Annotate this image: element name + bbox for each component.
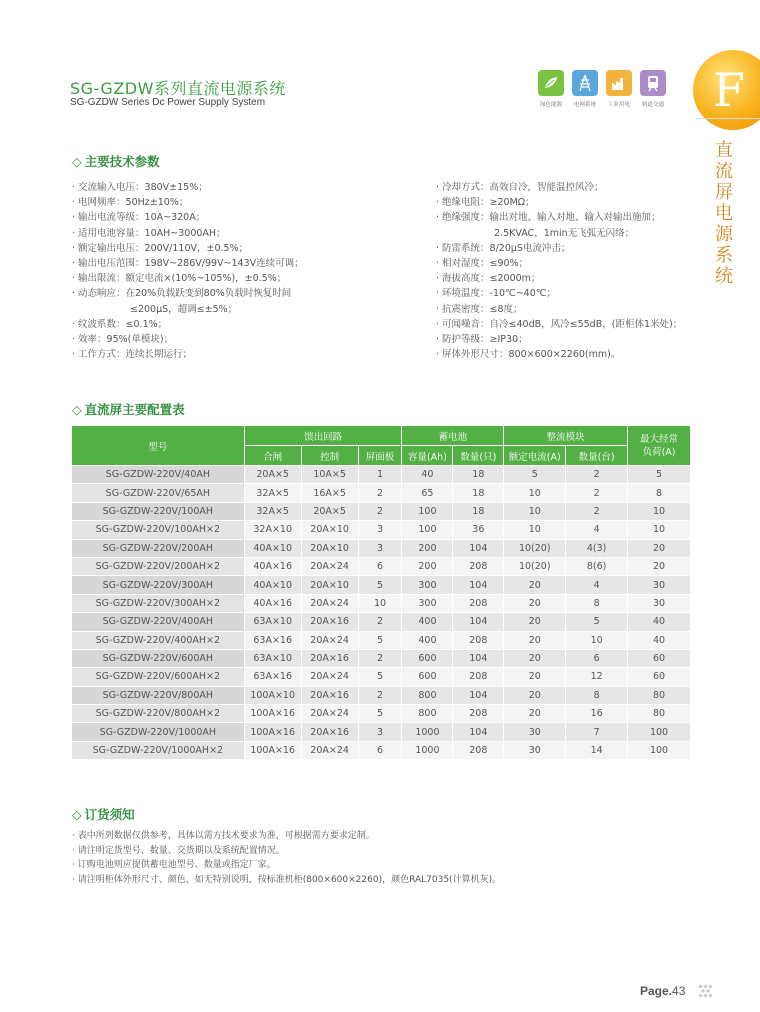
param-item: · 绝缘电阻：≥20MΩ； [436, 197, 535, 209]
cell-panel: 2 [358, 649, 402, 667]
side-char: 直 [715, 140, 733, 161]
cell-panel: 5 [358, 668, 402, 686]
cell-battery-qty: 208 [453, 631, 504, 649]
page-label: Page. [640, 984, 673, 998]
cell-control: 20A×10 [301, 521, 358, 539]
cell-rated-current: 20 [504, 613, 566, 631]
industrial-item [604, 70, 634, 108]
section-badge: F [693, 50, 760, 130]
tech-params-left [72, 180, 304, 362]
cell-capacity: 400 [402, 613, 453, 631]
cell-rated-current: 5 [504, 466, 566, 484]
table-row [72, 576, 691, 594]
header-rated-current: 额定电流(A) [504, 446, 566, 466]
page-number [640, 984, 685, 998]
header-max-load [628, 426, 691, 466]
cell-closing: 40A×10 [244, 539, 301, 557]
header-battery-qty: 数量(只) [453, 446, 504, 466]
param-item: · 可闻噪音：自冷≤40dB，风冷≤55dB，(距柜体1米处)； [436, 318, 683, 330]
cell-max-load: 30 [628, 576, 691, 594]
order-notes-heading [72, 805, 135, 823]
cell-rated-current: 10(20) [504, 539, 566, 557]
cell-control: 20A×24 [301, 557, 358, 575]
cell-module-qty: 12 [566, 668, 628, 686]
cell-battery-qty: 104 [453, 539, 504, 557]
cell-closing: 100A×16 [244, 723, 301, 741]
cell-control: 20A×24 [301, 741, 358, 759]
decorative-dots-icon [697, 983, 717, 999]
header-control: 控制 [301, 446, 358, 466]
cell-capacity: 600 [402, 649, 453, 667]
table-row [72, 723, 691, 741]
cell-capacity: 300 [402, 594, 453, 612]
cell-max-load: 80 [628, 705, 691, 723]
cell-capacity: 100 [402, 502, 453, 520]
config-table [71, 425, 691, 760]
cell-closing: 63A×16 [244, 668, 301, 686]
cell-module-qty: 4 [566, 576, 628, 594]
table-row [72, 484, 691, 502]
cell-capacity: 1000 [402, 723, 453, 741]
tech-params-heading [72, 152, 160, 170]
cell-model: SG-GZDW-220V/100AH [72, 502, 245, 520]
cell-module-qty: 4(3) [566, 539, 628, 557]
table-row [72, 705, 691, 723]
cell-capacity: 100 [402, 521, 453, 539]
table-row [72, 649, 691, 667]
cell-control: 20A×24 [301, 705, 358, 723]
rail-transit-item [638, 70, 668, 108]
cell-rated-current: 10(20) [504, 557, 566, 575]
order-notes-list [72, 829, 501, 887]
cell-closing: 100A×10 [244, 686, 301, 704]
cell-control: 20A×24 [301, 631, 358, 649]
cell-rated-current: 20 [504, 705, 566, 723]
cell-control: 20A×24 [301, 594, 358, 612]
industrial-label: 工业用电 [607, 102, 630, 108]
side-char: 流 [715, 161, 733, 182]
cell-panel: 6 [358, 557, 402, 575]
cell-max-load: 30 [628, 594, 691, 612]
param-item: · 适用电池容量：10AH~3000AH； [72, 227, 226, 239]
cell-battery-qty: 104 [453, 649, 504, 667]
header-panel: 屏面板 [358, 446, 402, 466]
table-row [72, 613, 691, 631]
cell-rated-current: 30 [504, 741, 566, 759]
cell-control: 20A×5 [301, 502, 358, 520]
cell-capacity: 800 [402, 705, 453, 723]
cell-module-qty: 16 [566, 705, 628, 723]
config-table-heading [72, 400, 185, 418]
industrial-icon [606, 70, 632, 96]
order-note-item: · 订购电池则应提供蓄电池型号、数量或指定厂家。 [72, 860, 276, 870]
table-row [72, 631, 691, 649]
side-section-title [711, 140, 737, 287]
header-rectifier: 整流模块 [504, 426, 628, 446]
diamond-icon: ◇ [72, 154, 82, 169]
cell-closing: 40A×10 [244, 576, 301, 594]
param-item: 2.5KVAC，1min无飞弧无闪络； [494, 227, 635, 239]
cell-battery-qty: 104 [453, 613, 504, 631]
cell-closing: 20A×5 [244, 466, 301, 484]
cell-control: 20A×16 [301, 649, 358, 667]
cell-battery-qty: 18 [453, 466, 504, 484]
page-subtitle: SG-GZDW Series Dc Power Supply System [70, 97, 266, 108]
diamond-icon: ◇ [72, 402, 82, 417]
page-title: SG-GZDW系列直流电源系统 [70, 79, 286, 98]
param-item: · 输出电流等级：10A~320A； [72, 212, 206, 224]
table-row [72, 741, 691, 759]
cell-panel: 2 [358, 502, 402, 520]
cell-rated-current: 20 [504, 668, 566, 686]
cell-module-qty: 5 [566, 613, 628, 631]
param-item: · 相对湿度：≤90%； [436, 258, 529, 270]
cell-panel: 2 [358, 686, 402, 704]
cell-battery-qty: 104 [453, 576, 504, 594]
cell-model: SG-GZDW-220V/600AH×2 [72, 668, 245, 686]
cell-panel: 1 [358, 466, 402, 484]
param-item: · 防护等级：≥IP30； [436, 334, 528, 346]
cell-control: 20A×16 [301, 613, 358, 631]
cell-panel: 6 [358, 741, 402, 759]
param-item: · 环境温度：-10℃~40℃； [436, 288, 556, 300]
cell-model: SG-GZDW-220V/300AH×2 [72, 594, 245, 612]
param-item: · 海拔高度：≤2000m； [436, 273, 541, 285]
cell-rated-current: 30 [504, 723, 566, 741]
param-item: · 电网频率：50Hz±10%； [72, 197, 189, 209]
cell-module-qty: 8(6) [566, 557, 628, 575]
cell-closing: 63A×10 [244, 613, 301, 631]
cell-panel: 5 [358, 631, 402, 649]
cell-max-load: 8 [628, 484, 691, 502]
table-row [72, 594, 691, 612]
cell-capacity: 800 [402, 686, 453, 704]
cell-max-load: 80 [628, 686, 691, 704]
param-item: · 防雷系统：8/20μS电流冲击； [436, 242, 571, 254]
cell-max-load: 5 [628, 466, 691, 484]
cell-model: SG-GZDW-220V/800AH [72, 686, 245, 704]
cell-control: 20A×16 [301, 686, 358, 704]
cell-model: SG-GZDW-220V/1000AH×2 [72, 741, 245, 759]
param-item: · 纹波系数：≤0.1%； [72, 318, 168, 330]
cell-module-qty: 2 [566, 484, 628, 502]
side-char: 系 [715, 245, 733, 266]
param-item: · 冷却方式：高效自冷，智能温控风冷； [436, 182, 604, 193]
cell-max-load: 100 [628, 741, 691, 759]
header-module-qty: 数量(台) [566, 446, 628, 466]
cell-control: 20A×16 [301, 723, 358, 741]
cell-control: 20A×10 [301, 576, 358, 594]
cell-panel: 10 [358, 594, 402, 612]
cell-closing: 32A×10 [244, 521, 301, 539]
cell-battery-qty: 18 [453, 484, 504, 502]
cell-module-qty: 2 [566, 466, 628, 484]
green-energy-item [536, 70, 566, 108]
page-number-value: 43 [672, 984, 686, 998]
cell-model: SG-GZDW-220V/65AH [72, 484, 245, 502]
param-item: · 效率：95%(单模块)； [72, 334, 174, 346]
cell-rated-current: 20 [504, 631, 566, 649]
cell-control: 20A×10 [301, 539, 358, 557]
cell-closing: 63A×10 [244, 649, 301, 667]
cell-max-load: 60 [628, 649, 691, 667]
side-char: 源 [715, 224, 733, 245]
order-note-item: · 请注明定货型号、数量、交货期以及系统配置情况。 [72, 845, 285, 856]
cell-model: SG-GZDW-220V/200AH×2 [72, 557, 245, 575]
green-energy-icon [538, 70, 564, 96]
cell-max-load: 20 [628, 557, 691, 575]
cell-rated-current: 20 [504, 686, 566, 704]
order-notes-title: 订货须知 [84, 807, 135, 822]
cell-model: SG-GZDW-220V/800AH×2 [72, 705, 245, 723]
rail-transit-label: 轨道交通 [641, 102, 664, 108]
cell-module-qty: 6 [566, 649, 628, 667]
cell-model: SG-GZDW-220V/1000AH [72, 723, 245, 741]
header-model: 型号 [72, 426, 245, 466]
cell-capacity: 600 [402, 668, 453, 686]
header-closing: 合闸 [244, 446, 301, 466]
order-note-item: · 请注明柜体外形尺寸、颜色，如无特别说明，按标准机柜(800×600×2260)，颜色RAL7035(计算机灰)。 [72, 874, 502, 885]
cell-rated-current: 10 [504, 502, 566, 520]
cell-capacity: 65 [402, 484, 453, 502]
cell-max-load: 100 [628, 723, 691, 741]
param-item: · 输出限流：额定电流×(10%~105%)，±0.5%； [72, 273, 287, 285]
side-char: 屏 [715, 182, 733, 203]
cell-battery-qty: 208 [453, 705, 504, 723]
table-row [72, 557, 691, 575]
power-grid-item [570, 70, 600, 108]
table-row [72, 521, 691, 539]
power-grid-icon [572, 70, 598, 96]
cell-model: SG-GZDW-220V/100AH×2 [72, 521, 245, 539]
application-icons [534, 70, 669, 112]
cell-capacity: 40 [402, 466, 453, 484]
cell-closing: 40A×16 [244, 557, 301, 575]
config-table-title: 直流屏主要配置表 [84, 402, 185, 417]
cell-capacity: 300 [402, 576, 453, 594]
cell-control: 16A×5 [301, 484, 358, 502]
cell-model: SG-GZDW-220V/300AH [72, 576, 245, 594]
param-item: · 绝缘强度：输出对地、输入对地、输入对输出施加； [436, 212, 661, 224]
cell-module-qty: 2 [566, 502, 628, 520]
tech-params-right [436, 180, 682, 362]
cell-capacity: 400 [402, 631, 453, 649]
cell-model: SG-GZDW-220V/400AH×2 [72, 631, 245, 649]
cell-max-load: 40 [628, 631, 691, 649]
table-row [72, 466, 691, 484]
header-max-load-line1: 最大经常 [640, 433, 679, 445]
cell-rated-current: 10 [504, 484, 566, 502]
table-row [72, 539, 691, 557]
cell-module-qty: 8 [566, 594, 628, 612]
cell-module-qty: 10 [566, 631, 628, 649]
cell-battery-qty: 104 [453, 686, 504, 704]
cell-battery-qty: 18 [453, 502, 504, 520]
cell-panel: 5 [358, 576, 402, 594]
table-row [72, 668, 691, 686]
cell-control: 10A×5 [301, 466, 358, 484]
cell-model: SG-GZDW-220V/200AH [72, 539, 245, 557]
cell-panel: 2 [358, 613, 402, 631]
cell-panel: 5 [358, 705, 402, 723]
cell-max-load: 40 [628, 613, 691, 631]
diamond-icon: ◇ [72, 807, 82, 822]
cell-rated-current: 20 [504, 649, 566, 667]
param-item: · 动态响应：在20%负载跃变到80%负载时恢复时间 [72, 288, 292, 300]
cell-battery-qty: 208 [453, 557, 504, 575]
param-item: · 工作方式：连续长期运行； [72, 349, 193, 361]
cell-max-load: 10 [628, 521, 691, 539]
cell-panel: 3 [358, 723, 402, 741]
cell-model: SG-GZDW-220V/400AH [72, 613, 245, 631]
cell-closing: 32A×5 [244, 484, 301, 502]
cell-model: SG-GZDW-220V/600AH [72, 649, 245, 667]
param-item: · 抗震密度：≤8度； [436, 303, 523, 315]
cell-closing: 100A×16 [244, 705, 301, 723]
side-char: 统 [715, 266, 733, 287]
table-row [72, 502, 691, 520]
cell-max-load: 20 [628, 539, 691, 557]
cell-capacity: 1000 [402, 741, 453, 759]
side-char: 电 [715, 203, 733, 224]
cell-model: SG-GZDW-220V/40AH [72, 466, 245, 484]
cell-max-load: 10 [628, 502, 691, 520]
cell-capacity: 200 [402, 539, 453, 557]
cell-closing: 63A×16 [244, 631, 301, 649]
header-battery: 蓄电池 [402, 426, 504, 446]
cell-battery-qty: 36 [453, 521, 504, 539]
param-item: · 屏体外形尺寸：800×600×2260(mm)。 [436, 349, 621, 361]
cell-battery-qty: 208 [453, 741, 504, 759]
cell-module-qty: 7 [566, 723, 628, 741]
cell-control: 20A×24 [301, 668, 358, 686]
cell-rated-current: 10 [504, 521, 566, 539]
cell-closing: 100A×16 [244, 741, 301, 759]
cell-module-qty: 14 [566, 741, 628, 759]
cell-rated-current: 20 [504, 576, 566, 594]
cell-panel: 3 [358, 521, 402, 539]
cell-closing: 40A×16 [244, 594, 301, 612]
cell-panel: 2 [358, 484, 402, 502]
tech-params-title: 主要技术参数 [84, 154, 160, 169]
cell-max-load: 60 [628, 668, 691, 686]
cell-battery-qty: 208 [453, 594, 504, 612]
cell-capacity: 200 [402, 557, 453, 575]
cell-battery-qty: 104 [453, 723, 504, 741]
cell-rated-current: 20 [504, 594, 566, 612]
green-energy-label: 绿色能源 [539, 102, 562, 108]
param-item: ≤200μS，超调≤±5%； [130, 303, 238, 315]
header-feeder: 馈出回路 [244, 426, 402, 446]
rail-transit-icon [640, 70, 666, 96]
cell-closing: 32A×5 [244, 502, 301, 520]
cell-module-qty: 4 [566, 521, 628, 539]
header-capacity: 容量(Ah) [402, 446, 453, 466]
table-row [72, 686, 691, 704]
param-item: · 额定输出电压：200V/110V，±0.5%； [72, 242, 249, 254]
param-item: · 输出电压范围：198V~286V/99V~143V连续可调； [72, 258, 304, 270]
param-item: · 交流输入电压：380V±15%； [72, 182, 208, 193]
cell-panel: 3 [358, 539, 402, 557]
cell-battery-qty: 208 [453, 668, 504, 686]
cell-module-qty: 8 [566, 686, 628, 704]
order-note-item: · 表中所列数据仅供参考，具体以需方技术要求为准，可根据需方要求定制。 [72, 831, 375, 841]
power-grid-label: 电网系统 [573, 102, 596, 108]
header-divider [696, 118, 760, 134]
header-max-load-line2: 负荷(A) [642, 446, 676, 458]
